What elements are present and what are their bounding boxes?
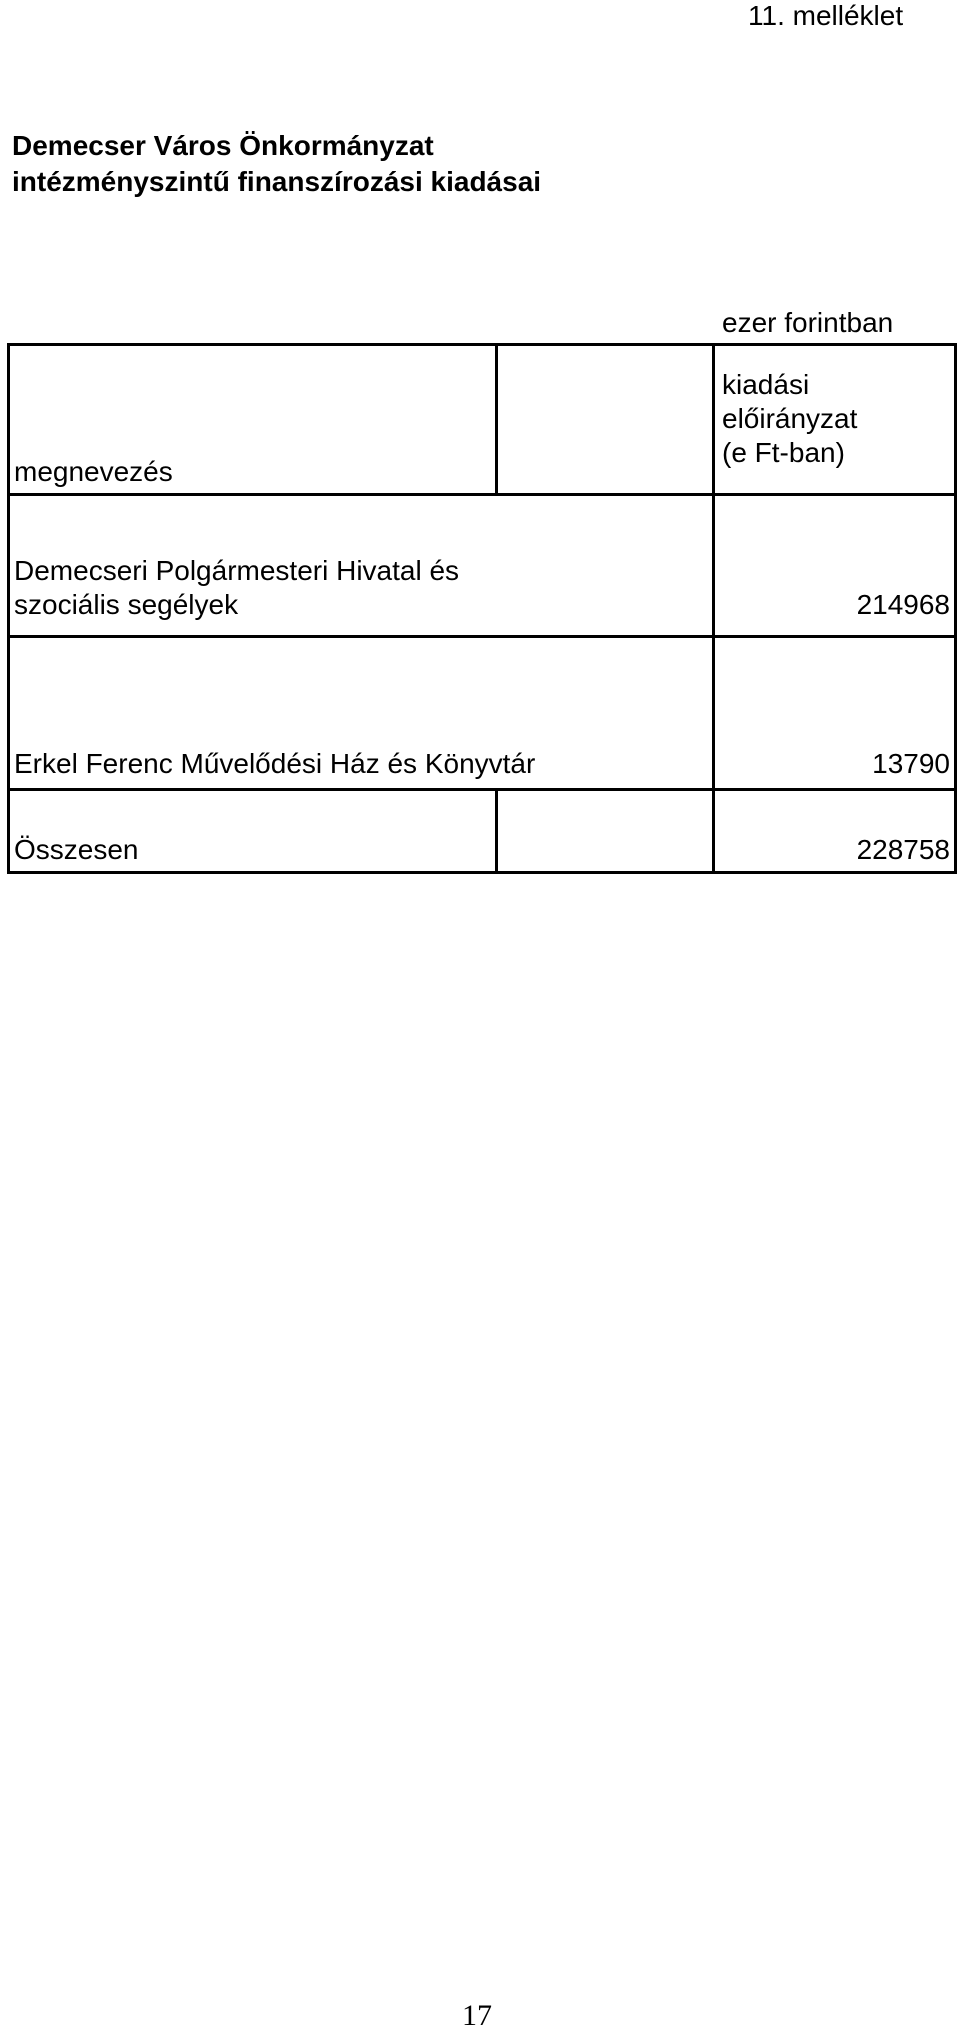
row-name-line-1: Demecseri Polgármesteri Hivatal és [14, 555, 460, 586]
header-amount-column [722, 368, 857, 470]
table-rule-bottom [7, 871, 957, 874]
row-amount: 13790 [872, 748, 950, 779]
table-rule-top [7, 343, 957, 346]
row-name [14, 554, 459, 622]
table-divider-total [495, 788, 498, 874]
total-amount: 228758 [856, 834, 950, 865]
row-name: Erkel Ferenc Művelődési Ház és Könyvtár [14, 748, 536, 779]
table-rule-row1-bottom [7, 635, 957, 638]
table-border-right [954, 343, 957, 874]
header-amount-line-3: (e Ft-ban) [722, 437, 845, 468]
annex-label: 11. melléklet [748, 0, 904, 31]
table-rule-header-bottom [7, 493, 957, 496]
header-amount-line-2: előirányzat [722, 403, 858, 434]
table-rule-row2-bottom [7, 788, 957, 791]
table-divider-header [495, 343, 498, 496]
title-line-2: intézményszintű finanszírozási kiadásai [12, 166, 542, 197]
table-border-left [7, 343, 10, 874]
header-name-column: megnevezés [14, 456, 173, 487]
unit-note: ezer forintban [722, 307, 894, 338]
table-divider-amount [712, 343, 715, 874]
title-line-1: Demecser Város Önkormányzat [12, 130, 434, 161]
header-amount-line-1: kiadási [722, 369, 810, 400]
page-number: 17 [462, 1999, 492, 2032]
document-title [12, 128, 541, 200]
row-name-line-2: szociális segélyek [14, 589, 239, 620]
total-label: Összesen [14, 834, 139, 865]
row-amount: 214968 [856, 589, 950, 620]
